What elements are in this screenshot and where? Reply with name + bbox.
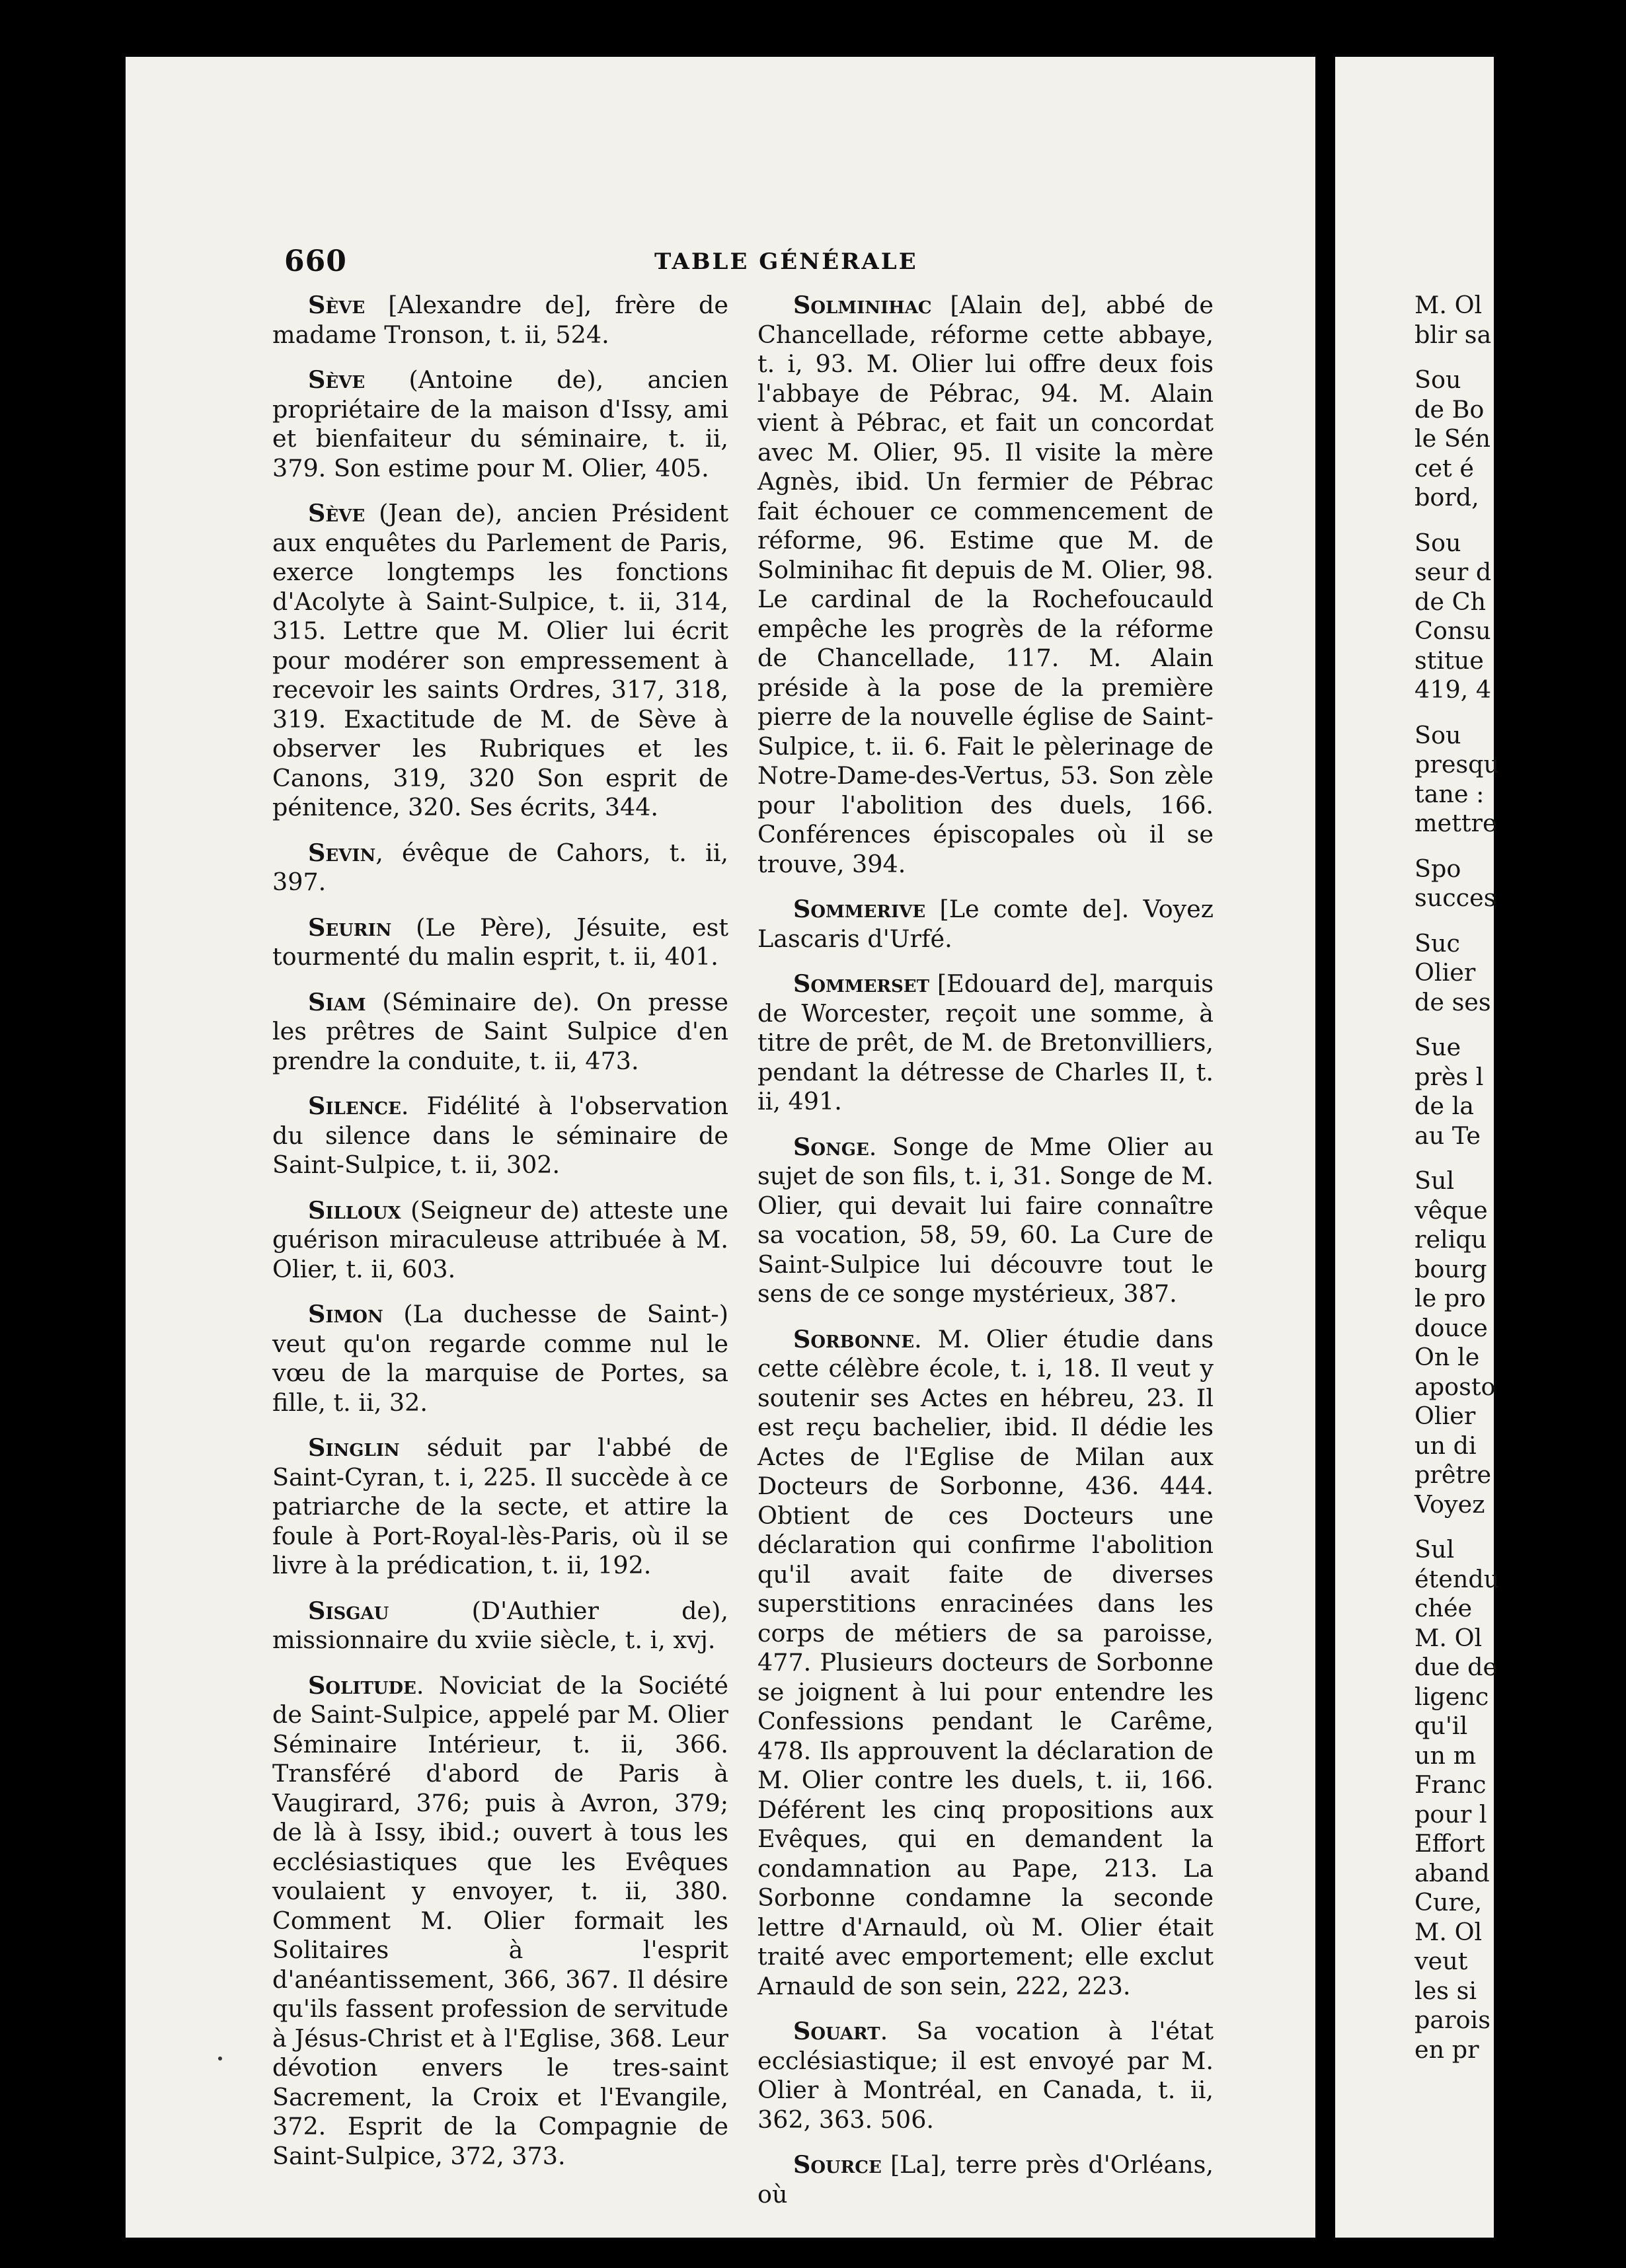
- entry-text: . Sa vocation à l'état ecclésiastique; il est envoyé par M. Olier à Montréal, en Canada, t. ii, 362, 363. 506.: [757, 2017, 1214, 2134]
- facing-page-fragment: veut: [1414, 1947, 1468, 1975]
- entry-headword: Siam: [308, 987, 366, 1016]
- entry-headword: Sève: [308, 365, 366, 394]
- entry-text: , évêque de Cahors, t. ii, 397.: [272, 838, 728, 896]
- facing-page-fragment: succes: [1414, 884, 1496, 912]
- facing-page-fragment: un di: [1414, 1431, 1477, 1460]
- index-entry: [757, 1325, 1214, 2002]
- ink-speck: [218, 2057, 222, 2060]
- facing-page-fragment: Voyez: [1414, 1490, 1485, 1519]
- facing-page-fragment: Cure,: [1414, 1888, 1483, 1916]
- entry-text: [Alain de], abbé de Chancellade, réforme cette abbaye, t. i, 93. M. Olier lui offre deux fois l'abbaye de Pébrac, 94. M. Alain vient à Pébrac, et fait un concordat avec M. Olier, 95. Il visite la mère Agnès, ibid. Un fermier de Pébrac fait échouer ce commencement de réforme, 96. Estime que M. de Solminihac fit depuis de M. Olier, 98. Le cardinal de la Rochefoucauld empêche les progrès de la réforme de Chancellade, 117. M. Alain préside à la pose de la première pierre de la nouvelle église de Saint-Sulpice, t. ii. 6. Fait le pèlerinage de Notre-Dame-des-Vertus, 53. Son zèle pour l'abolition des duels, 166. Conférences épiscopales où il se trouve, 394.: [757, 291, 1214, 878]
- facing-page-fragment: les si: [1414, 1976, 1477, 2005]
- index-entry: [757, 2017, 1214, 2135]
- facing-page-fragment: M. Ol: [1414, 1917, 1483, 1946]
- entry-headword: Silloux: [308, 1195, 401, 1225]
- facing-page-fragment: Sou: [1414, 365, 1461, 394]
- entry-headword: Souart: [793, 2017, 880, 2045]
- index-entry: [757, 2150, 1214, 2209]
- index-entry: [757, 895, 1214, 954]
- entry-headword: Seurin: [308, 913, 392, 942]
- entry-text: (D'Authier de), missionnaire du xviie siècle, t. i, xvj.: [272, 1596, 728, 1654]
- entry-text: (La duchesse de Saint-) veut qu'on regarde comme nul le vœu de la marquise de Portes, sa fille, t. ii, 32.: [272, 1300, 728, 1417]
- entry-headword: Sorbonne: [793, 1324, 915, 1353]
- entry-text: (Seigneur de) atteste une guérison miraculeuse attribuée à M. Olier, t. ii, 603.: [272, 1195, 728, 1283]
- facing-page-column: [1414, 291, 1626, 2064]
- entry-text: [La], terre près d'Orléans, où: [757, 2150, 1214, 2209]
- facing-page-fragment: qu'il: [1414, 1712, 1468, 1740]
- facing-page-fragment: de la: [1414, 1092, 1475, 1120]
- facing-page-fragment: étendu: [1414, 1564, 1500, 1593]
- facing-page-fragment: de Bo: [1414, 395, 1485, 424]
- facing-page-fragment: [1414, 1017, 1626, 1033]
- facing-page-fragment: vêque: [1414, 1195, 1488, 1225]
- facing-page-fragment: le Sén: [1414, 424, 1490, 453]
- entry-headword: Sève: [308, 291, 366, 319]
- right-column: [757, 291, 1214, 2209]
- facing-page-fragment: de ses: [1414, 987, 1491, 1016]
- entry-text: (Séminaire de). On presse les prêtres de Saint Sulpice d'en prendre la conduite, t. ii, 473.: [272, 987, 728, 1075]
- facing-page-fragment: bourg: [1414, 1254, 1487, 1283]
- entry-headword: Sommerive: [793, 895, 926, 923]
- facing-page-fragment: aposto: [1414, 1372, 1496, 1401]
- facing-page-fragment: Sul: [1414, 1166, 1455, 1195]
- facing-page-fragment: due de: [1414, 1653, 1498, 1681]
- index-entry: [272, 499, 728, 823]
- facing-page-fragment: seur d: [1414, 558, 1492, 586]
- entry-text: . Noviciat de la Société de Saint-Sulpice, appelé par M. Olier Séminaire Intérieur, t. ii, 366. Transféré d'abord de Paris à Vaugirard, 376; puis à Avron, 379; de là à Issy, ibid.; ouvert à tous les ecclésiastiques que les Evêques voulaient y envoyer, t. ii, 380. Comment M. Olier formait les Solitaires à l'esprit d'anéantissement, 366, 367. Il désire qu'ils fassent profession de servitude à Jésus-Christ et à l'Eglise, 368. Leur dévotion envers le tres-saint Sacrement, la Croix et l'Evangile, 372. Esprit de la Compagnie de Saint-Sulpice, 372, 373.: [272, 1671, 728, 2170]
- entry-headword: Silence: [308, 1092, 401, 1120]
- facing-page-fragment: [1414, 839, 1626, 854]
- page-title: TABLE GÉNÉRALE: [654, 248, 918, 275]
- index-entry: [272, 1092, 728, 1180]
- entry-headword: Sevin: [308, 838, 376, 867]
- facing-page-fragment: M. Ol: [1414, 291, 1483, 319]
- entry-headword: Solitude: [308, 1671, 416, 1700]
- facing-page-fragment: blir sa: [1414, 320, 1492, 349]
- facing-page-fragment: douce: [1414, 1313, 1488, 1342]
- index-entry: [272, 1597, 728, 1655]
- index-entry: [272, 1300, 728, 1418]
- facing-page-fragment: stitue: [1414, 646, 1484, 675]
- facing-page-fragment: Sul: [1414, 1535, 1455, 1564]
- facing-page-fragment: Consu: [1414, 617, 1491, 645]
- facing-page-fragment: le pro: [1414, 1284, 1486, 1312]
- facing-page-fragment: Suc: [1414, 928, 1460, 958]
- facing-page-fragment: Olier: [1414, 958, 1476, 987]
- index-entry: [272, 1433, 728, 1581]
- facing-page-fragment: M. Ol: [1414, 1623, 1483, 1652]
- facing-page-fragment: Sue: [1414, 1033, 1461, 1061]
- facing-page-fragment: prêtre: [1414, 1460, 1492, 1489]
- facing-page-fragment: Sou: [1414, 528, 1461, 557]
- facing-page-fragment: [1414, 705, 1626, 721]
- facing-page-fragment: près l: [1414, 1062, 1484, 1091]
- entry-headword: Source: [793, 2150, 882, 2179]
- facing-page-fragment: chée: [1414, 1594, 1473, 1622]
- index-entry: [757, 291, 1214, 879]
- facing-page-fragment: Spo: [1414, 854, 1461, 883]
- entry-headword: Sève: [308, 499, 366, 527]
- entry-text: [Le comte de]. Voyez Lascaris d'Urfé.: [757, 895, 1214, 953]
- facing-page-fragment: Sou: [1414, 720, 1461, 749]
- entry-headword: Songe: [793, 1132, 869, 1161]
- facing-page-fragment: reliqu: [1414, 1225, 1487, 1254]
- entry-headword: Singlin: [308, 1433, 400, 1462]
- facing-page-fragment: de Ch: [1414, 587, 1487, 616]
- entry-text: (Le Père), Jésuite, est tourmenté du malin esprit, t. ii, 401.: [272, 913, 728, 971]
- facing-page-fragment: en pr: [1414, 2035, 1479, 2064]
- facing-page-fragment: au Te: [1414, 1121, 1481, 1150]
- facing-page-fragment: bord,: [1414, 483, 1479, 511]
- index-entry: [272, 1671, 728, 2172]
- index-entry: [272, 988, 728, 1077]
- index-entry: [272, 913, 728, 972]
- entry-headword: Sisgau: [308, 1596, 389, 1625]
- entry-headword: Solminihac: [793, 291, 932, 319]
- index-entry: [757, 1133, 1214, 1309]
- facing-page-fragment: aband: [1414, 1858, 1490, 1887]
- entry-text: séduit par l'abbé de Saint-Cyran, t. i, 225. Il succède à ce patriarche de la secte, et attire la foule à Port-Royal-lès-Paris, où il se livre à la prédication, t. ii, 192.: [272, 1433, 728, 1579]
- facing-page-fragment: [1414, 513, 1626, 529]
- facing-page-fragment: pour l: [1414, 1799, 1487, 1829]
- facing-page-fragment: On le: [1414, 1343, 1480, 1371]
- index-entry: [272, 839, 728, 897]
- facing-page-fragment: Effort: [1414, 1829, 1485, 1858]
- facing-page-fragment: Olier: [1414, 1402, 1476, 1430]
- entry-text: (Antoine de), ancien propriétaire de la maison d'Issy, ami et bienfaiteur du séminaire, t. ii, 379. Son estime pour M. Olier, 405.: [272, 365, 728, 482]
- facing-page-fragment: Franc: [1414, 1770, 1487, 1799]
- facing-page-fragment: tane :: [1414, 779, 1485, 808]
- facing-page-fragment: mettre: [1414, 809, 1497, 837]
- facing-page-fragment: cet é: [1414, 453, 1474, 482]
- facing-page-fragment: 419, 4: [1414, 675, 1492, 704]
- index-entry: [272, 365, 728, 483]
- index-entry: [272, 1196, 728, 1285]
- entry-text: (Jean de), ancien Président aux enquêtes du Parlement de Paris, exerce longtemps les fonctions d'Acolyte à Saint-Sulpice, t. ii, 314, 315. Lettre que M. Olier lui écrit pour modérer son empressement à recevoir les saints Ordres, 317, 318, 319. Exactitude de M. de Sève à observer les Rubriques et les Canons, 319, 320 Son esprit de pénitence, 320. Ses écrits, 344.: [272, 499, 728, 821]
- left-column: [272, 291, 728, 2170]
- running-header: [284, 245, 1203, 284]
- entry-text: [Alexandre de], frère de madame Tronson, t. ii, 524.: [272, 291, 728, 349]
- facing-page-fragment: [1414, 1519, 1626, 1535]
- index-entry: [757, 969, 1214, 1117]
- facing-page-fragment: [1414, 913, 1626, 929]
- facing-page-fragment: [1414, 1151, 1626, 1166]
- entry-headword: Sommerset: [793, 969, 929, 998]
- facing-page-fragment: un m: [1414, 1741, 1477, 1770]
- index-entry: [272, 291, 728, 350]
- facing-page-fragment: ligenc: [1414, 1682, 1489, 1711]
- entry-text: . M. Olier étudie dans cette célèbre école, t. i, 18. Il veut y soutenir ses Actes en hébreu, 23. Il est reçu bachelier, ibid. Il dédie les Actes de l'Eglise de Milan aux Docteurs de Sorbonne, 436. 444. Obtient de ces Docteurs une déclaration qui confirme l'abolition qu'il avait faite de diverses superstitions enracinées dans les corps de métiers de sa paroisse, 477. Plusieurs docteurs de Sorbonne se joignent à lui pour entendre les Confessions pendant le Carême, 478. Ils approuvent la déclaration de M. Olier contre les duels, t. ii, 166. Déférent les cinq propositions aux Evêques, qui en demandent la condamnation au Pape, 213. La Sorbonne condamne la seconde lettre d'Arnauld, où M. Olier était traité avec emportement; elle exclut Arnauld de son sein, 222, 223.: [757, 1324, 1214, 2000]
- entry-headword: Simon: [308, 1300, 383, 1328]
- facing-page-fragment: [1414, 350, 1626, 365]
- entry-text: . Fidélité à l'observation du silence dans le séminaire de Saint-Sulpice, t. ii, 302.: [272, 1092, 728, 1179]
- entry-text: [Edouard de], marquis de Worcester, reçoit une somme, à titre de prêt, de M. de Bretonvilliers, pendant la détresse de Charles II, t. ii, 491.: [757, 969, 1214, 1115]
- facing-page-fragment: parois: [1414, 2006, 1490, 2034]
- entry-text: . Songe de Mme Olier au sujet de son fils, t. i, 31. Songe de M. Olier, qui devait lui faire connaître sa vocation, 58, 59, 60. La Cure de Saint-Sulpice lui découvre tout le sens de ce songe mystérieux, 387.: [757, 1132, 1214, 1308]
- page-number: 660: [284, 245, 347, 278]
- facing-page-fragment: presqu: [1414, 750, 1500, 778]
